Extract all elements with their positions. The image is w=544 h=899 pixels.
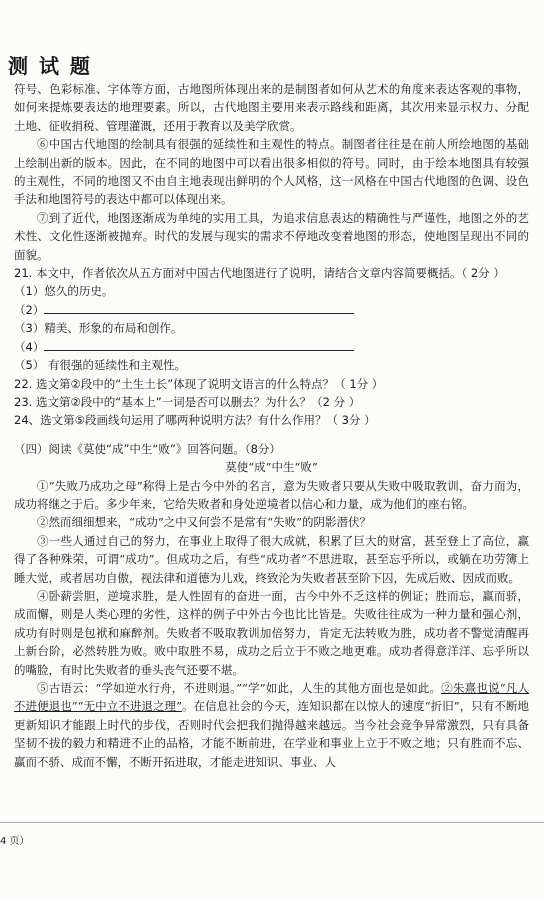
question-21-item-4 [14,338,529,356]
paragraph-5-start: ⑤古语云：“学如逆水行舟，不进则退。”“学”如此，人生的其他方面也是如此。 [37,681,442,695]
document-body [14,80,529,771]
question-21: 21. 本文中，作者依次从五方面对中国古代地图进行了说明，请结合文章内容简要概括。（ 2分 ） [14,266,505,281]
question-22: 22. 选文第②段中的“土生土长”体现了说明文语言的什么特点？（ 1分 ） [14,376,384,391]
item-label: （4） [14,339,45,354]
question-24: 24、选文第⑤段画线句运用了哪两种说明方法？有什么作用？（ 3分 ） [14,413,376,428]
paragraph-7: ⑦到了近代，地图逐渐成为单纯的实用工具，为追求信息表达的精确性与严谨性，地图之外的艺术性、文化性逐渐被抛弃。时代的发展与现实的需求不停地改变着地图的形态，使地图呈现出不同的面貌。 [14,210,529,262]
question-21-item-5: （5） 有很强的延续性和主观性。 [14,358,186,373]
underlined-sentence: ②朱熹也说“凡人不进便退也”“无中立不进退之理” [14,681,529,714]
article-paragraph-4: ④卧薪尝胆，逆境求胜，是人性固有的奋进一面，古今中外不乏这样的例证；胜而忘，赢而骄，成而懈，则是人类心理的劣性，这样的例子中外古今也比比皆是。失败往往成为一种力量和强心剂，成功有时则是包袱和麻醉剂。失败者不吸取教训加倍努力，肯定无法转败为胜，成功者不警觉清醒再上新台阶，必然转胜为败。败中取胜不易，成功之后立于不败之地更难。成功者得意洋洋、忘乎所以的嘴脸，有时比失败者的垂头丧气还要不堪。 [14,588,529,677]
question-23: 23. 选文第②段中的“基本上”一词是否可以删去？为什么？（2 分 ） [14,394,361,409]
article-paragraph-3: ③一些人通过自己的努力，在事业上取得了很大成就，积累了巨大的财富，甚至登上了高位，赢得了各种殊荣，可谓“成功”。但成功之后，有些“成功者”不思进取，甚至忘乎所以，或躺在功劳簿上睡大觉，或者居功自傲，视法律和道德为儿戏，终致沦为失败者甚至阶下囚，先成后败、因成而败。 [14,533,529,585]
footer-divider [0,822,544,823]
answer-blank[interactable] [44,338,354,351]
paragraph-5-rest: 。在信息社会的今天，连知识都在以惊人的速度“折旧”，只有不断地更新知识才能跟上时代的步伐，否则时代会把我们抛得越来越远。当今社会竞争异常激烈，只有具备坚韧不拔的毅力和精进不止的品格，才能不断前进，在学业和事业上立于不败之地；只有胜而不忘、赢而不骄、成而不懈，不断开拓进取，才能走进知识、事业、人 [14,699,529,769]
article-title: 莫使“成”中生“败” [225,460,318,475]
paragraph-continuation: 符号、色彩标准、字体等方面，古地图所体现出来的是制图者如何从艺术的角度来表达客观的事物，如何来提炼要表达的地理要素。所以，古代地图主要用来表示路线和距离，其次用来显示权力、分配土地、征收捐税、管理灌溉，还用于教育以及美学欣赏。 [14,82,529,133]
section-4-heading: （四）阅读《莫使“成”中生“败”》回答问题。（8分） [14,441,281,456]
page-title: 测 试 题 [8,54,92,78]
question-21-item-3: （3）精美、形象的布局和创作。 [14,321,183,336]
article-paragraph-5 [14,679,529,771]
paragraph-6: ⑥中国古代地图的绘制具有很强的延续性和主观性的特点。制图者往往是在前人所绘地图的基础上绘制出新的版本。因此，在不同的地图中可以看出很多相似的符号。同时，由于绘本地图具有较强的主观性，不同的地图又不由自主地表现出鲜明的个人风格，这一风格在中国古代地图的色调、设色手法和地图符号的表达中都可以体现出来。 [14,137,529,207]
answer-blank[interactable] [44,301,354,314]
article-paragraph-2: ②然而细细想来，“成功”之中又何尝不是常有“失败”的阴影潜伏？ [37,515,372,530]
page-number: 4 页） [0,836,30,847]
question-21-item-2 [14,301,529,319]
question-21-item-1: （1）悠久的历史。 [14,284,114,299]
article-paragraph-1: ①“失败乃成功之母”称得上是古今中外的名言，意为失败者只要从失败中吸取教训，奋力而为，成功将继之于后。多少年来，它给失败者和身处逆境者以信心和力量，成为他们的座右铭。 [14,478,529,511]
item-label: （2） [14,302,45,317]
